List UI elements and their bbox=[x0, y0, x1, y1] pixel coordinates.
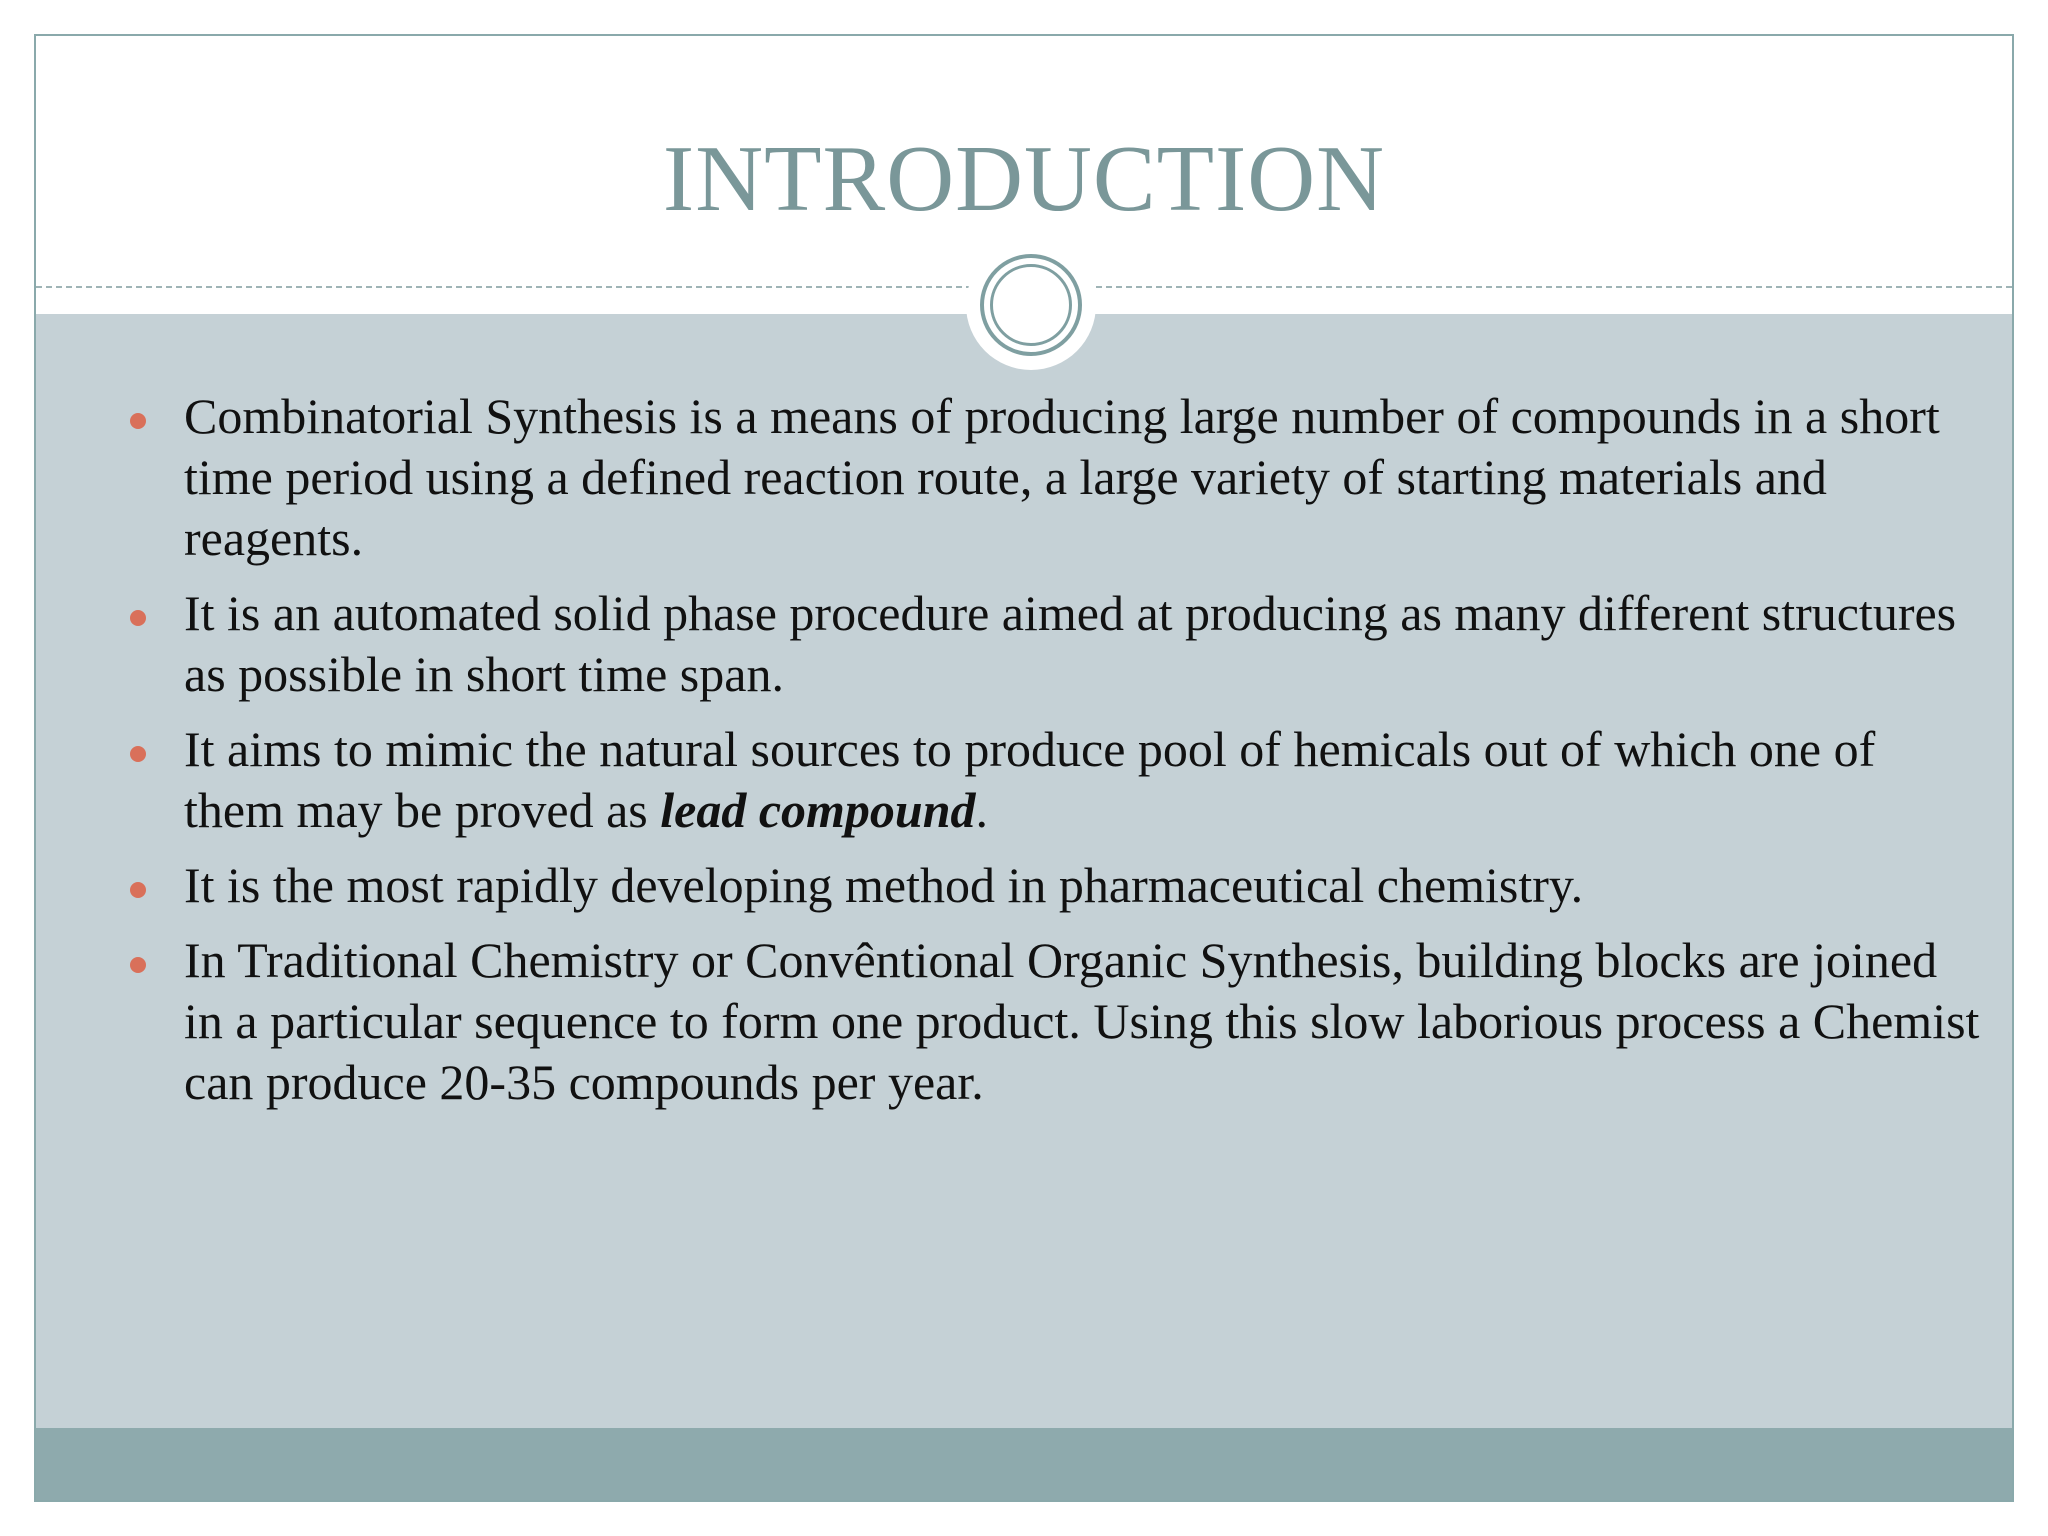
bullet-text: It is an automated solid phase procedure aimed at producing as many different structures as possible in short time span. bbox=[184, 585, 1957, 702]
inner-ring bbox=[990, 264, 1072, 346]
bullet-text: In Traditional Chemistry or Convêntional Organic Synthesis, building blocks are joined in a particular sequence to form one product. Using this slow laborious process a Chemist can produce 20-35 compounds per year. bbox=[184, 932, 1980, 1110]
bullet-item bbox=[102, 583, 1982, 705]
bullet-dot-icon bbox=[130, 413, 146, 429]
bullet-dot-icon bbox=[130, 610, 146, 626]
bullet-dot-icon bbox=[130, 957, 146, 973]
bullet-item bbox=[102, 719, 1982, 841]
slide bbox=[34, 34, 2014, 1502]
slide-title: INTRODUCTION bbox=[662, 127, 1386, 231]
bullet-text-end: . bbox=[975, 782, 989, 838]
bullet-text: It is the most rapidly developing method in pharmaceutical chemistry. bbox=[184, 857, 1584, 913]
bullet-text: It aims to mimic the natural sources to produce pool of hemicals out of which one of them may be proved as bbox=[184, 721, 1876, 838]
bullet-item bbox=[102, 855, 1982, 916]
bullet-item bbox=[102, 930, 1982, 1113]
bullet-list bbox=[102, 386, 1982, 1127]
footer-band bbox=[36, 1428, 2012, 1500]
bullet-emphasis: lead compound bbox=[660, 782, 976, 838]
bullet-text: Combinatorial Synthesis is a means of producing large number of compounds in a short time period using a defined reaction route, a large variety of starting materials and reagents. bbox=[184, 388, 1940, 566]
bullet-item bbox=[102, 386, 1982, 569]
bullet-dot-icon bbox=[130, 746, 146, 762]
bullet-dot-icon bbox=[130, 882, 146, 898]
double-ring-icon bbox=[966, 240, 1096, 370]
